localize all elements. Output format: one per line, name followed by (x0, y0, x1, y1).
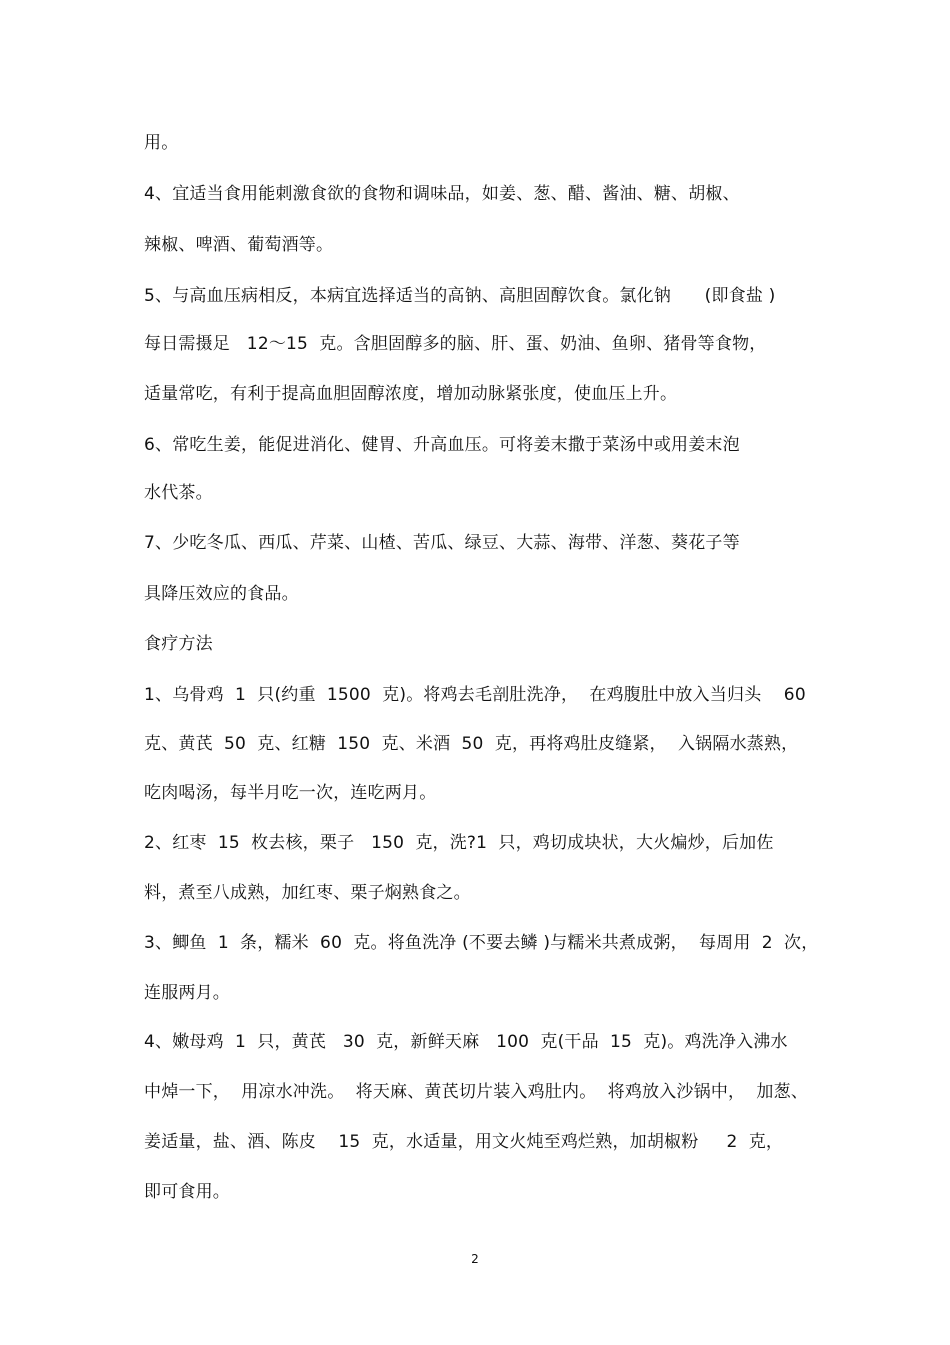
text-line: 姜适量，盐、酒、陈皮 15 克，水适量，用文火炖至鸡烂熟，加胡椒粉 2 克， (144, 1132, 784, 1152)
page-number: 2 (471, 1252, 479, 1266)
text-line: 克、黄芪 50 克、红糖 150 克、米酒 50 克，再将鸡肚皮缝紧， 入锅隔水蒸熟， (144, 734, 799, 754)
text-line: 料，煮至八成熟，加红枣、栗子焖熟食之。 (144, 883, 471, 903)
text-line: 3、鲫鱼 1 条，糯米 60 克。将鱼洗净 (不要去鳞 )与糯米共煮成粥， 每周用 2 次， (144, 933, 819, 953)
text-line: 用。 (144, 133, 179, 153)
text-line: 7、少吃冬瓜、西瓜、芹菜、山楂、苦瓜、绿豆、大蒜、海带、洋葱、葵花子等 (144, 533, 740, 553)
text-line: 即可食用。 (144, 1182, 230, 1202)
text-line: 吃肉喝汤，每半月吃一次，连吃两月。 (144, 783, 437, 803)
text-line: 辣椒、啤酒、葡萄酒等。 (144, 235, 334, 255)
text-line: 1、乌骨鸡 1 只(约重 1500 克)。将鸡去毛剖肚洗净， 在鸡腹肚中放入当归头 60 (144, 685, 806, 705)
text-line: 中焯一下， 用凉水冲洗。 将天麻、黄芪切片装入鸡肚内。 将鸡放入沙锅中， 加葱、 (144, 1082, 809, 1102)
text-line: 5、与高血压病相反，本病宜选择适当的高钠、高胆固醇饮食。氯化钠 (即食盐 ) (144, 286, 776, 306)
section-heading: 食疗方法 (144, 634, 213, 654)
text-line: 每日需摄足 12～15 克。含胆固醇多的脑、肝、蛋、奶油、鱼卵、猪骨等食物， (144, 334, 767, 354)
text-line: 6、常吃生姜，能促进消化、健胃、升高血压。可将姜末撒于菜汤中或用姜末泡 (144, 435, 740, 455)
text-line: 适量常吃，有利于提高血胆固醇浓度，增加动脉紧张度，使血压上升。 (144, 384, 678, 404)
text-line: 4、宜适当食用能刺激食欲的食物和调味品，如姜、葱、醋、酱油、糖、胡椒、 (144, 184, 740, 204)
text-line: 连服两月。 (144, 983, 230, 1003)
text-line: 4、嫩母鸡 1 只，黄芪 30 克，新鲜天麻 100 克(干品 15 克)。鸡洗净入沸水 (144, 1032, 788, 1052)
text-line: 水代茶。 (144, 483, 213, 503)
text-line: 具降压效应的食品。 (144, 584, 299, 604)
text-line: 2、红枣 15 枚去核，栗子 150 克，洗?1 只，鸡切成块状，大火煸炒，后加佐 (144, 833, 774, 853)
